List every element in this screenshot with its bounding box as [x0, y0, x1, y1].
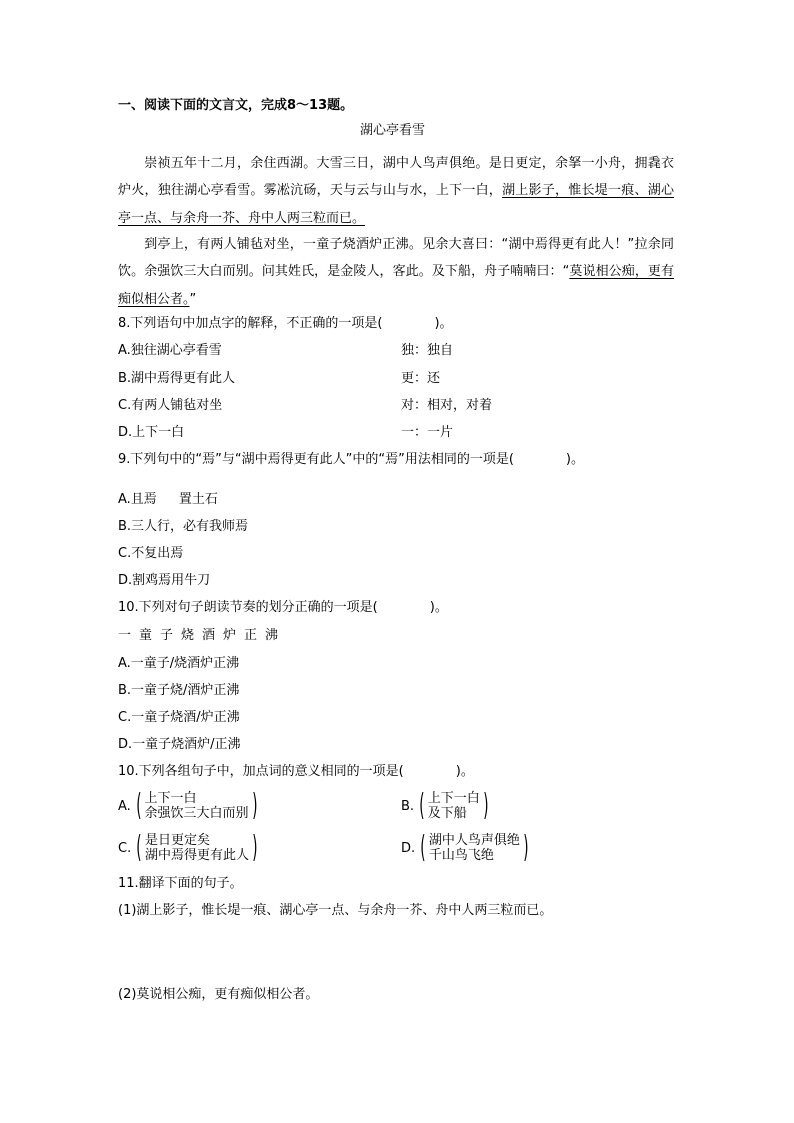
bracket-group	[416, 789, 491, 823]
question-8-option-c: C.有两人铺毡对坐	[118, 398, 223, 413]
question-10-meaning-stem: 10.下列各组句子中，加点词的意义相同的一项是( )。	[118, 764, 474, 779]
right-paren: )	[523, 830, 529, 865]
question-8-gloss-d: 一：一片	[401, 425, 454, 440]
passage-text: 崇祯五年十二月，余住西湖。大雪三日，湖中人鸟声俱绝。是日更定，余拏一小舟，拥毳衣炉火，独往湖心亭看雪。雾凇沆砀，天与云与山与水，上下一白，	[118, 156, 674, 199]
right-paren: )	[252, 830, 258, 865]
left-paren: (	[136, 788, 142, 823]
option-letter: A.	[118, 798, 131, 814]
question-10-group-a	[118, 789, 260, 823]
bracket-group	[417, 831, 531, 865]
left-paren: (	[420, 830, 426, 865]
group-line-2: 千山鸟飞绝	[428, 848, 494, 863]
question-9-stem: 9.下列句中的“焉”与“湖中焉得更有此人”中的“焉”用法相同的一项是( )。	[118, 452, 584, 467]
underlined-sentence: 湖上影子，惟长堤一痕、湖心亭一点、与余舟一芥、舟中人两三粒而已。	[118, 183, 674, 226]
option-letter: C.	[118, 840, 132, 856]
question-10-rhythm-stem: 10.下列对句子朗读节奏的划分正确的一项是( )。	[118, 600, 448, 615]
right-paren: )	[251, 788, 258, 823]
question-10-group-d	[401, 831, 532, 865]
left-paren: (	[419, 788, 425, 823]
question-8-gloss-b: 更：还	[401, 371, 441, 386]
bracket-group	[133, 831, 260, 865]
passage-text: 到亭上，有两人铺毡对坐，一童子烧酒炉正沸。见余大喜曰：“湖中焉得更有此人！”拉余同饮。余强饮三大白而别。问其姓氏，是金陵人，客此。及下船，舟子喃喃曰：“	[118, 237, 674, 280]
question-8-gloss-c: 对：相对，对着	[401, 398, 493, 413]
underlined-sentence: 莫说相公痴，更有痴似相公者。	[118, 264, 674, 307]
option-text: A.且焉	[118, 492, 157, 507]
question-10-option-a: A.一童子/烧酒炉正沸	[118, 656, 240, 671]
question-8-gloss-a: 独：独自	[401, 343, 454, 358]
question-9-option-c: C.不复出焉	[118, 546, 184, 561]
right-paren: )	[483, 788, 489, 823]
question-8-option-b: B.湖中焉得更有此人	[118, 371, 236, 386]
group-line-1: 是日更定矣	[144, 833, 210, 848]
question-8-option-d: D.上下一白	[118, 425, 185, 440]
option-text: 置土石	[178, 492, 218, 507]
question-10-option-b: B.一童子烧/酒炉正沸	[118, 683, 240, 698]
question-10-sentence: 一童子烧酒炉正沸	[118, 628, 287, 643]
group-line-2: 及下船	[427, 806, 467, 821]
option-letter: D.	[401, 840, 416, 856]
section-title: 一、阅读下面的文言文，完成8～13题。	[118, 98, 354, 113]
bracket-group	[133, 789, 260, 823]
group-line-2: 余强饮三大白而别	[144, 806, 249, 821]
group-line-2: 湖中焉得更有此人	[144, 848, 249, 863]
option-letter: B.	[401, 798, 415, 814]
question-10-option-c: C.一童子烧酒/炉正沸	[118, 710, 240, 725]
question-10-group-b	[401, 789, 492, 823]
left-paren: (	[136, 830, 142, 865]
question-11-stem: 11.翻译下面的句子。	[118, 876, 243, 891]
group-line-1: 上下一白	[427, 791, 480, 806]
closing-quote: ”	[189, 291, 197, 307]
question-9-option-b: B.三人行，必有我师焉	[118, 519, 249, 534]
question-10-option-d: D.一童子烧酒炉/正沸	[118, 737, 241, 752]
question-8-stem: 8.下列语句中加点字的解释，不正确的一项是( )。	[118, 316, 453, 331]
group-line-1: 上下一白	[144, 791, 197, 806]
group-line-1: 湖中人鸟声俱绝	[428, 833, 520, 848]
question-11-sentence-2: (2)莫说相公痴，更有痴似相公者。	[118, 987, 319, 1002]
question-11-sentence-1: (1)湖上影子，惟长堤一痕、湖心亭一点、与余舟一芥、舟中人两三粒而已。	[118, 903, 553, 918]
question-8-option-a: A.独往湖心亭看雪	[118, 343, 222, 358]
question-9-option-a	[118, 491, 218, 509]
passage-paragraph-1	[118, 150, 674, 232]
question-9-option-d: D.割鸡焉用牛刀	[118, 573, 211, 588]
passage-paragraph-2	[118, 231, 674, 313]
passage-title: 湖心亭看雪	[360, 123, 426, 138]
question-10-group-c	[118, 831, 261, 865]
